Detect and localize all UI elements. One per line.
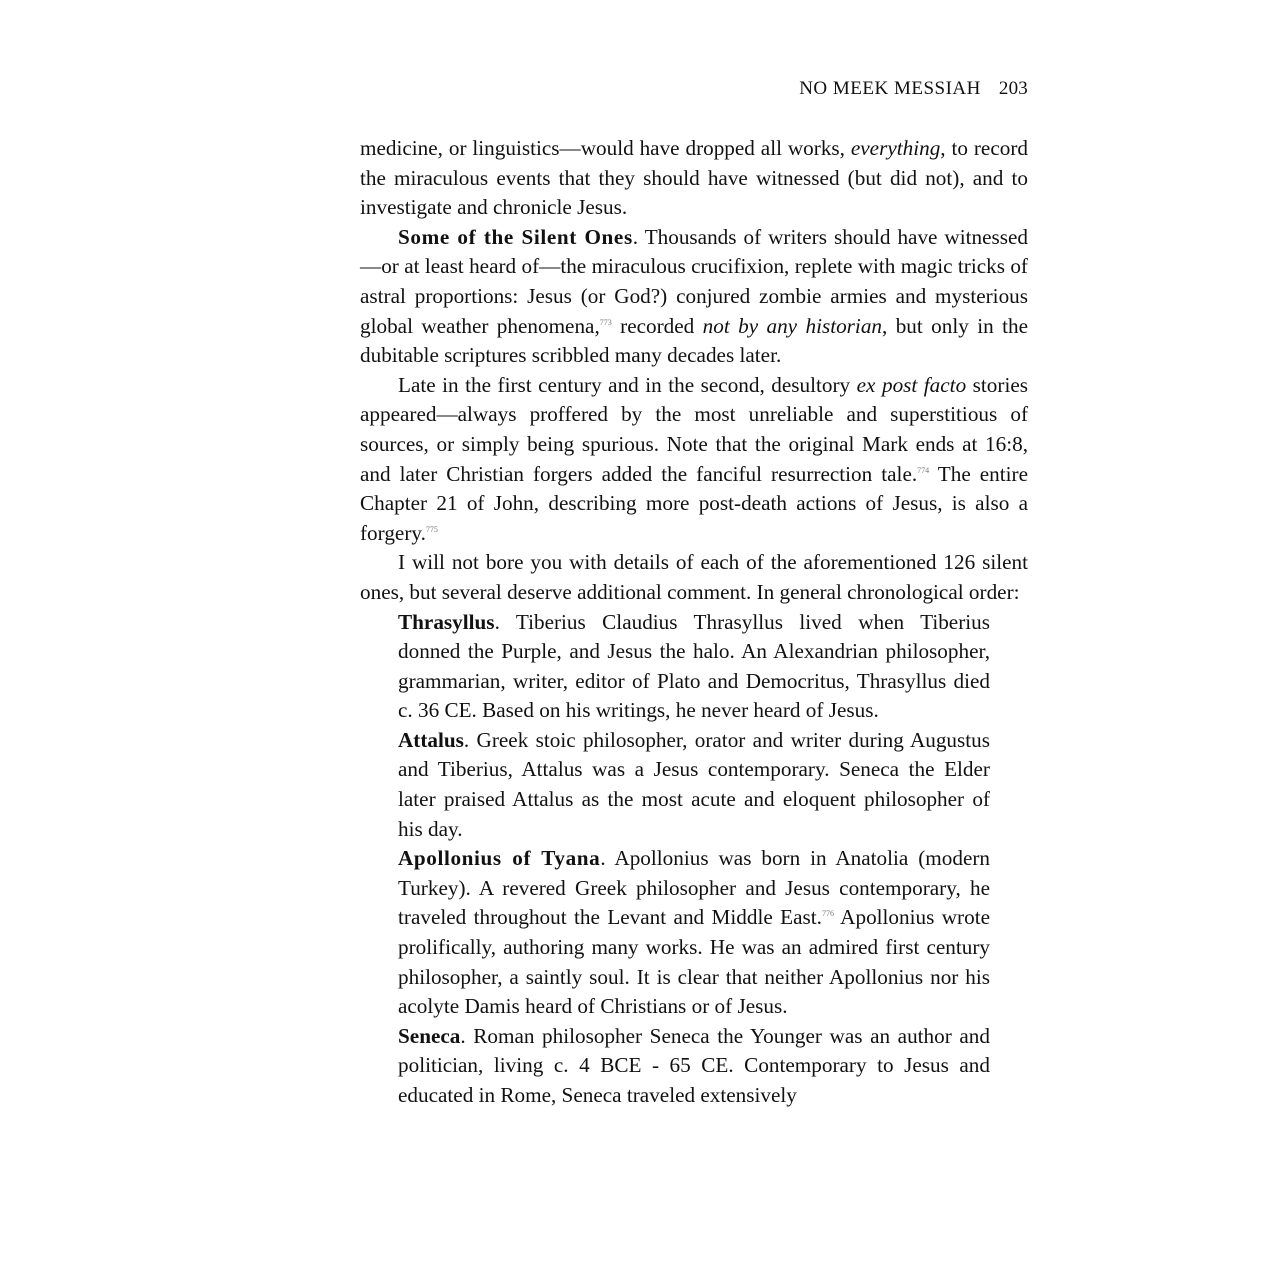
entry-text: Apollonius wrote prolifically, authoring many works. He was an admired first century philosopher, a saintly soul. It is clear that neither Apollonius nor his acolyte Damis heard of Christians or of Jesus. [398,905,990,1019]
text-run: stories appeared—always proffered by the most unreliable and superstitious of sources, or simply being spurious. Note that the original Mark ends at 16:8, and later Christian forgers added the fanciful resurrection tale. [360,372,1028,486]
paragraph [360,223,1028,371]
page-number: 203 [998,78,1028,99]
entry-apollonius [398,844,990,1022]
entry-text: . Roman philosopher Seneca the Younger was an author and politician, living c. 4 BCE - 65 CE. Contemporary to Jesus and educated in Rome, Seneca traveled extensively [398,1023,990,1107]
text-run: I will not bore you with details of each of the aforementioned 126 silent ones, but several deserve additional comment. In general chronological order: [360,550,1028,604]
entry-name: Attalus [398,727,464,752]
entry-text: . Greek stoic philosopher, orator and writer during Augustus and Tiberius, Attalus was a Jesus contemporary. Seneca the Elder later praised Attalus as the most acute and eloquent philosopher of his day. [398,727,990,841]
text-run: The entire Chapter 21 of John, describing more post-death actions of Jesus, is also a forgery. [360,461,1028,545]
entry-name: Thrasyllus [398,609,495,634]
section-lead: Some of the Silent Ones [398,224,633,249]
footnote-ref[interactable]: 775 [425,524,438,534]
running-header [360,78,1028,100]
text-run: recorded [611,313,703,338]
italic-run: ex post facto [856,372,967,397]
text-run: , to record the miraculous events that they should have witnessed (but did not), and to investigate and chronicle Jesus. [360,136,1028,220]
running-title: NO MEEK MESSIAH [799,78,981,99]
paragraph [360,548,1028,607]
footnote-ref[interactable]: 774 [917,465,930,475]
italic-run: everything [850,136,941,160]
entry-name: Apollonius of Tyana [398,846,601,871]
text-run: , but only in the dubitable scriptures scribbled many decades later. [360,313,1028,368]
page-body [360,134,1028,1111]
italic-run: not by any historian [702,313,883,338]
text-run: . Thousands of writers should have witnessed—or at least heard of—the miraculous crucifixion, replete with magic tricks of astral proportions: Jesus (or God?) conjured zombie armies and mysterious global weather phenomena, [360,224,1028,338]
entry-text: . Apollonius was born in Anatolia (modern Turkey). A revered Greek philosopher and Jesus contemporary, he traveled throughout the Levant and Middle East. [398,846,990,930]
entry-name: Seneca [398,1023,461,1048]
paragraph [360,134,1028,223]
footnote-ref[interactable]: 773 [599,317,612,327]
footnote-ref[interactable]: 776 [821,909,834,919]
entry-seneca [398,1022,990,1111]
entry-thrasyllus [398,608,990,726]
text-run: medicine, or linguistics—would have dropped all works, [360,136,851,160]
entry-text: . Tiberius Claudius Thrasyllus lived when Tiberius donned the Purple, and Jesus the halo. An Alexandrian philosopher, grammarian, writer, editor of Plato and Democritus, Thrasyllus died c. 36 CE. Based on his writings, he never heard of Jesus. [398,609,990,723]
text-run: Late in the first century and in the second, desultory [398,372,857,397]
entry-attalus [398,726,990,844]
paragraph [360,371,1028,549]
